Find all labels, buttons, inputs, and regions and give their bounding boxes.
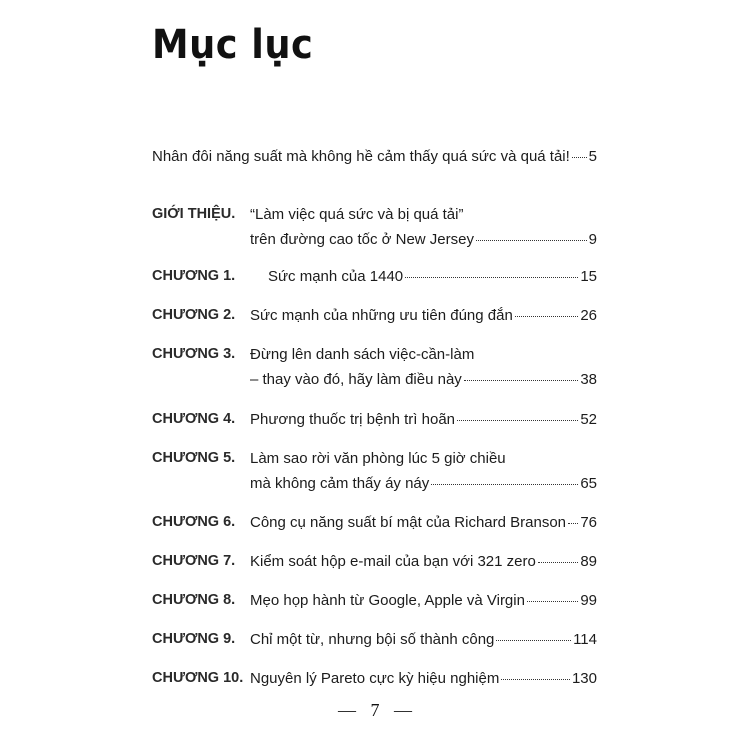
leader-dots [572, 157, 587, 158]
leader-dots [538, 562, 578, 563]
entry-label: CHƯƠNG 10. [152, 670, 244, 686]
entry-title-line-2: – thay vào đó, hãy làm điều này [250, 371, 462, 388]
leader-dots [527, 601, 578, 602]
leader-dots [496, 640, 571, 641]
entry-line-1 [250, 553, 597, 570]
entry-page-number: 65 [580, 475, 597, 492]
entry-page-number: 52 [580, 411, 597, 428]
entry-line-1 [250, 450, 597, 467]
entry-label: CHƯƠNG 5. [152, 450, 236, 466]
entry-line-2 [250, 371, 597, 388]
entry-label: CHƯƠNG 2. [152, 307, 236, 323]
leader-dots [405, 277, 578, 278]
entry-line-2 [250, 231, 597, 248]
intro-page-number: 5 [588, 148, 597, 165]
entry-line-1 [250, 206, 597, 223]
entry-page-number: 89 [580, 553, 597, 570]
footer-dash-right: — [394, 700, 412, 720]
entry-label: CHƯƠNG 1. [152, 268, 236, 284]
entry-label: GIỚI THIỆU. [152, 206, 236, 222]
entry-line-1 [250, 307, 597, 324]
intro-text: Nhân đôi năng suất mà không hề cảm thấy quá sức và quá tải! [152, 148, 570, 165]
entry-label: CHƯƠNG 8. [152, 592, 236, 608]
leader-dots [501, 679, 570, 680]
entry-title-line-1: “Làm việc quá sức và bị quá tải” [250, 206, 464, 223]
entry-line-1 [250, 346, 597, 363]
entry-title-line-1: Làm sao rời văn phòng lúc 5 giờ chiều [250, 450, 506, 467]
entry-line-1 [250, 514, 597, 531]
entry-title: Kiểm soát hộp e-mail của bạn với 321 zero [250, 553, 536, 570]
entry-title: Chỉ một từ, nhưng bội số thành công [250, 631, 495, 648]
entry-line-1 [250, 411, 597, 428]
entry-line-1 [250, 670, 597, 687]
entry-title-line-2: mà không cảm thấy áy náy [250, 475, 430, 492]
entry-page-number: 9 [588, 231, 597, 248]
leader-dots [515, 316, 579, 317]
entry-page-number: 114 [573, 631, 597, 648]
leader-dots [476, 240, 587, 241]
toc-intro-entry [152, 148, 597, 165]
entry-label: CHƯƠNG 7. [152, 553, 236, 569]
entry-title: Sức mạnh của 1440 [268, 268, 404, 285]
entry-line-2 [250, 475, 597, 492]
leader-dots [431, 484, 578, 485]
entry-title-line-1: Đừng lên danh sách việc-cần-làm [250, 346, 475, 363]
page-title: Mục lục [152, 22, 314, 68]
entry-title: Nguyên lý Pareto cực kỳ hiệu nghiệm [250, 670, 500, 687]
entry-page-number: 15 [580, 268, 597, 285]
leader-dots [568, 523, 578, 524]
entry-label: CHƯƠNG 6. [152, 514, 236, 530]
entry-page-number: 130 [571, 670, 597, 687]
entry-line-1 [250, 631, 597, 648]
leader-dots [457, 420, 578, 421]
entry-title: Sức mạnh của những ưu tiên đúng đắn [250, 307, 513, 324]
entry-line-1 [250, 592, 597, 609]
entry-title: Phương thuốc trị bệnh trì hoãn [250, 411, 456, 428]
leader-dots [464, 380, 579, 381]
entry-page-number: 38 [580, 371, 597, 388]
entry-label: CHƯƠNG 9. [152, 631, 236, 647]
entry-page-number: 76 [580, 514, 597, 531]
entry-page-number: 26 [580, 307, 597, 324]
entry-label: CHƯƠNG 3. [152, 346, 236, 362]
entry-title: Công cụ năng suất bí mật của Richard Branson [250, 514, 567, 531]
entry-label: CHƯƠNG 4. [152, 411, 236, 427]
footer-dash-left: — [338, 700, 356, 720]
entry-line-1 [268, 268, 597, 285]
entry-title-line-2: trên đường cao tốc ở New Jersey [250, 231, 474, 248]
page-number: 7 [370, 700, 380, 720]
page-footer [0, 700, 750, 721]
entry-page-number: 99 [580, 592, 597, 609]
entry-title: Mẹo họp hành từ Google, Apple và Virgin [250, 592, 525, 609]
